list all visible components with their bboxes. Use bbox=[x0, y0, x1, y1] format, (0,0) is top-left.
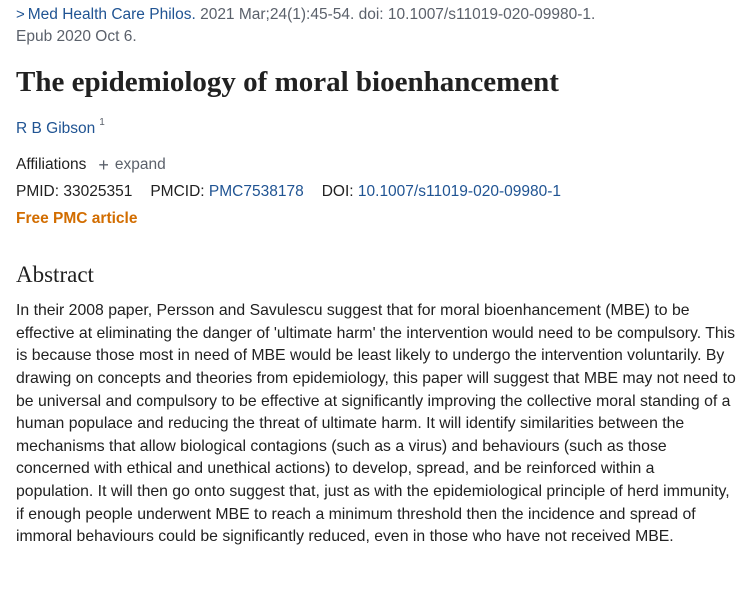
author-affiliation-ref[interactable]: 1 bbox=[99, 117, 105, 128]
authors bbox=[16, 115, 740, 139]
page-title: The epidemiology of moral bioenhancement bbox=[16, 66, 559, 98]
abstract-heading: Abstract bbox=[16, 262, 94, 288]
citation-details: 2021 Mar;24(1):45-54. doi: 10.1007/s11019-020-09980-1. bbox=[195, 6, 596, 23]
pmid-value: 33025351 bbox=[63, 183, 133, 201]
affiliations-row bbox=[16, 155, 740, 175]
pmcid-label: PMCID: bbox=[150, 183, 205, 201]
expand-affiliations-button[interactable] bbox=[98, 155, 165, 175]
free-pmc-badge: Free PMC article bbox=[16, 210, 138, 228]
doi-label: DOI: bbox=[321, 183, 354, 201]
pmcid-link[interactable]: PMC7538178 bbox=[208, 183, 304, 201]
author-link[interactable]: R B Gibson bbox=[16, 120, 96, 138]
plus-icon: + bbox=[98, 155, 109, 176]
identifiers-row bbox=[16, 182, 740, 202]
pmid-label: PMID: bbox=[16, 183, 60, 201]
affiliations-label: Affiliations bbox=[16, 156, 87, 174]
epub-date: Epub 2020 Oct 6. bbox=[16, 28, 137, 45]
chevron-right-icon[interactable]: > bbox=[16, 6, 25, 23]
journal-link[interactable]: Med Health Care Philos. bbox=[27, 6, 196, 23]
abstract-text: In their 2008 paper, Persson and Savulescu suggest that for moral bioenhancement (MBE) to be effective at eliminating the danger of 'ultimate harm' the intervention would need to be compulsory. This is because those most in need of MBE would be least likely to undergo the intervention voluntarily. By drawing on concepts and theories from epidemiology, this paper will suggest that MBE may not need to be universal and compulsory to be effective at significantly improving the collective moral standing of a human populace and reducing the threat of ultimate harm. It will identify similarities between the mechanisms that allow biological contagions (such as a virus) and behaviours (such as those concerned with ethical and unethical actions) to develop, spread, and be reinforced within a population. It will then go onto suggest that, just as with the epidemiological principle of herd immunity, if enough people underwent MBE to reach a minimum threshold then the incidence and spread of immoral behaviours could be significantly reduced, even in those who have not received MBE. bbox=[16, 302, 736, 546]
doi-link[interactable]: 10.1007/s11019-020-09980-1 bbox=[357, 183, 561, 201]
article-header bbox=[16, 0, 740, 564]
expand-label: expand bbox=[114, 156, 166, 174]
citation bbox=[16, 4, 740, 48]
